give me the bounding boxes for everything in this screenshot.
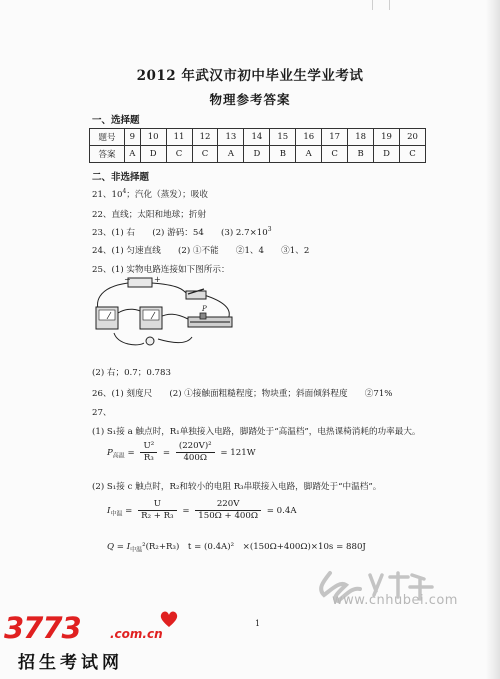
answer-cell: D [374,146,400,163]
formula-power-high [107,441,256,464]
question-number-cell: 11 [166,129,192,146]
answer-cell: C [322,146,348,163]
question-number-cell: 16 [296,129,322,146]
numerator: U² [140,441,157,453]
question-number-cell: 10 [140,129,166,146]
answer-q24: 24、(1) 匀速直线 (2) ①不能 ②1、4 ③1、2 [92,246,310,256]
site-logo-tagline: 招生考试网 [18,653,123,673]
q21-prefix: 21、10 [92,190,123,200]
question-number-cell: 13 [218,129,244,146]
wire [152,283,188,295]
q23-exponent: 3 [267,226,272,234]
fraction [195,499,261,522]
switch [186,291,206,299]
lamp [146,337,154,345]
formula-symbol: P [107,448,113,458]
q23-prefix: 23、(1) 右 (2) 游码：54 (3) 2.7×10 [92,228,268,238]
table-row-answers [90,146,426,163]
circuit-diagram [88,273,248,358]
question-number-cell: 18 [348,129,374,146]
formula-result: = 0.4A [266,506,297,516]
watermark-url: www.cnhubei.com [332,593,458,608]
answer-q23 [92,226,272,238]
battery [128,278,152,287]
section-heading-nonchoice: 二、非选择题 [92,172,150,183]
question-number-cell: 15 [270,129,296,146]
rheostat-slider [200,313,206,319]
battery-negative-pole: − [124,275,131,284]
question-number-cell: 9 [125,129,141,146]
question-number-cell: 14 [244,129,270,146]
answer-cell: B [270,146,296,163]
answer-q22: 22、直线；太阳和地球；折射 [92,210,207,220]
answer-cell: D [244,146,270,163]
formula-subscript: 中温 [130,546,143,554]
answer-q27-label: 27、 [92,408,112,418]
wire [158,337,192,343]
slider-label: P [202,305,207,313]
answer-q26: 26、(1) 刻度尺 (2) ①接触面粗糙程度；物块重；斜面倾斜程度 ②71% [92,389,393,399]
numerator: U [138,499,177,511]
question-number-cell: 12 [192,129,218,146]
formula-subscript: 高温 [112,452,125,460]
formula-subscript: 中温 [110,510,123,518]
answer-cell: A [125,146,141,163]
formula-prefix: Q = I [107,542,131,552]
answer-q27-part1: (1) S₁接 a 触点时，R₁单独接入电路，脚踏处于“高温档”，电热课椅消耗的功率最大。 [92,427,421,437]
equals-sign: = [125,506,133,516]
answer-q25: 25、(1) 实物电路连接如下图所示： [92,265,230,275]
fraction [140,441,157,464]
row-label-number: 题号 [90,129,125,146]
answer-cell: C [192,146,218,163]
formula-heat [107,540,366,554]
numerator: (220V)² [176,441,215,453]
page-title: 2012 年武汉市初中毕业生学业考试 [136,68,364,84]
answer-cell: D [140,146,166,163]
question-number-cell: 19 [374,129,400,146]
site-logo-number: 3773 [4,611,81,645]
row-label-answer: 答案 [90,146,125,163]
equals-sign: = [162,448,171,458]
denominator: 400Ω [183,453,207,463]
page-number: 1 [255,619,261,628]
battery-positive-pole: + [154,275,161,284]
fraction [138,499,177,522]
question-number-cell: 20 [400,129,426,146]
wire [160,314,188,319]
denominator: R₃ [143,453,154,463]
answer-q21 [92,188,208,200]
formula-rest: ²(R₂+R₃) t = (0.4A)² ×(150Ω+400Ω)×10s = 880J [142,542,366,552]
equals-sign: = [127,448,135,458]
formula-result: = 121W [220,448,256,458]
answer-cell: A [218,146,244,163]
formula-current-mid [107,499,297,522]
answer-cell: C [166,146,192,163]
page-subtitle: 物理参考答案 [209,92,291,107]
answer-cell: C [400,146,426,163]
staple-mark [372,0,390,10]
answer-cell: A [296,146,322,163]
denominator: R₂ + R₃ [141,511,174,521]
q21-exponent: 4 [122,188,127,196]
section-heading-choice: 一、选择题 [92,115,140,126]
wire [114,333,144,345]
table-row-numbers [90,129,426,146]
wire [204,295,229,319]
denominator: 150Ω + 400Ω [198,511,258,521]
answer-table [89,128,426,163]
numerator: 220V [195,499,261,511]
q21-rest: ；汽化（蒸发）；吸收 [126,190,208,200]
equals-sign: = [182,506,190,516]
answer-q25-part2: (2) 右；0.7；0.783 [92,368,171,378]
formula-symbol: I [107,506,111,516]
question-number-cell: 17 [322,129,348,146]
answer-q27-part2: (2) S₁接 c 触点时，R₂和较小的电阻 R₃串联接入电路，脚踏处于“中温档”。 [92,482,382,492]
answer-cell: B [348,146,374,163]
fraction [176,441,215,464]
site-logo-domain: .com.cn [110,627,163,641]
